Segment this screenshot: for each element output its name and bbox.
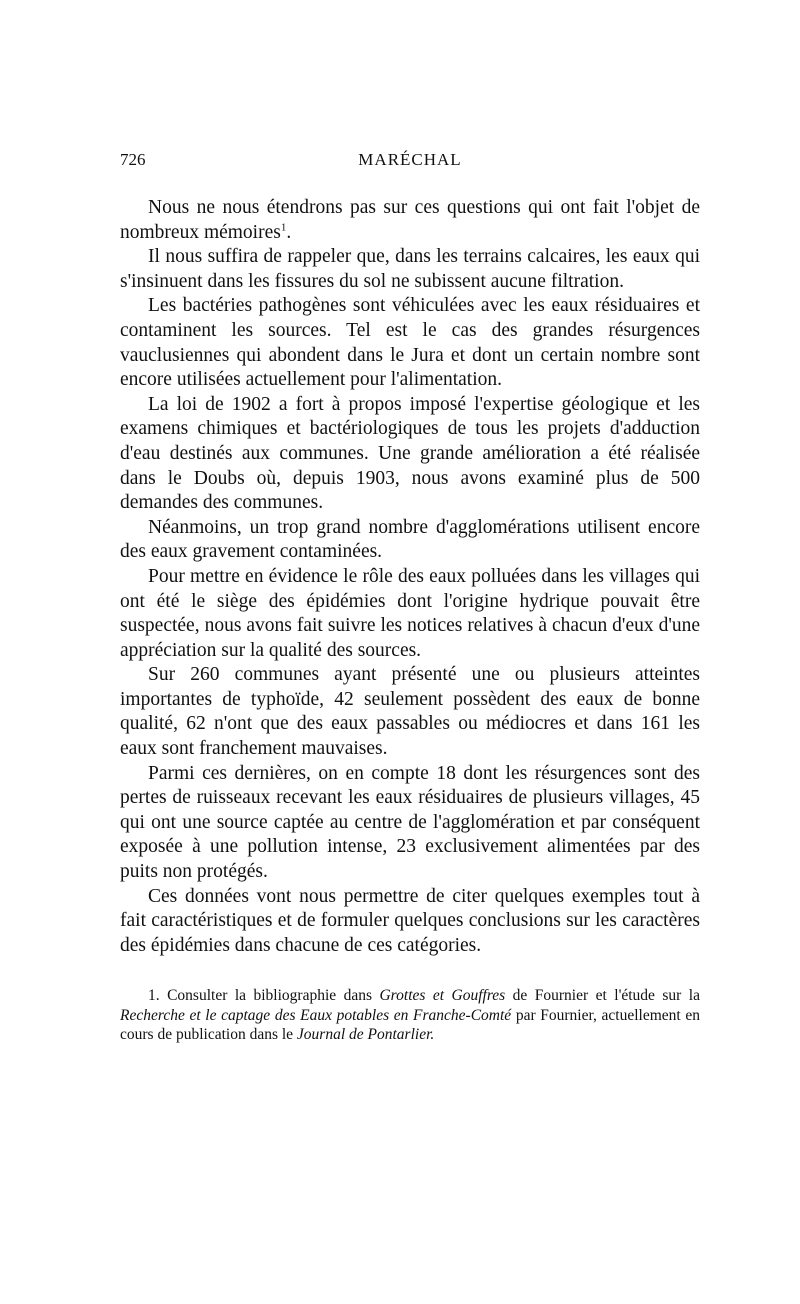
footnote-text: par Fournier, actuellement en cours de publication dans le <box>120 1006 700 1044</box>
paragraph: Ces données vont nous permettre de citer quelques exemples tout à fait caractéristiques et de formuler quelques conclusions sur les caractères des épidémies dans chacune de ces catégories. <box>120 885 700 956</box>
paragraph: Pour mettre en évidence le rôle des eaux polluées dans les villages qui ont été le siège des épidémies dont l'origine hydrique pouvait être suspectée, nous avons fait suivre les notices relatives à chacun d'eux d'une appréciation sur la qualité des sources. <box>120 565 700 661</box>
footnote-marker: 1. <box>148 987 160 1005</box>
paragraph: Les bactéries pathogènes sont véhiculées avec les eaux résiduaires et contaminent les sources. Tel est le cas des grandes résurgences vauclusiennes qui abondent dans le Jura et dont un certain nombre sont encore utilisées actuellement pour l'alimentation. <box>120 295 700 391</box>
footnote-title: Journal de Pontarlier. <box>296 1026 435 1044</box>
footnote <box>120 986 700 1045</box>
footnote-title: Grottes et Gouffres <box>379 987 506 1005</box>
paragraph: Parmi ces dernières, on en compte 18 dont les résurgences sont des pertes de ruisseaux recevant les eaux résiduaires de plusieurs villages, 45 qui ont une source captée au centre de l'agglomération et par conséquent exposée à une pollution intense, 23 exclusivement alimentées par des puits non protégés. <box>120 762 700 883</box>
page-header <box>120 150 700 174</box>
paragraph: Sur 260 communes ayant présenté une ou plusieurs atteintes importantes de typhoïde, 42 seulement possèdent des eaux de bonne qualité, 62 n'ont que des eaux passables ou médiocres et dans 161 les eaux sont franchement mauvaises. <box>120 664 700 760</box>
paragraph: Néanmoins, un trop grand nombre d'agglomérations utilisent encore des eaux gravement contaminées. <box>120 516 700 563</box>
footnote-reference: 1 <box>280 221 287 234</box>
footnote-text: Consulter la bibliographie dans <box>167 987 373 1005</box>
paragraph: Il nous suffira de rappeler que, dans les terrains calcaires, les eaux qui s'insinuent dans les fissures du sol ne subissent aucune filtration. <box>120 246 700 292</box>
paragraph-tail: . <box>286 221 292 243</box>
footnote-title: Recherche et le captage des Eaux potables en Franche-Comté <box>120 1006 512 1024</box>
footnote-text: de Fournier et l'étude sur la <box>512 987 700 1005</box>
page-number: 726 <box>120 150 146 169</box>
paragraph-text: Nous ne nous étendrons pas sur ces questions qui ont fait l'objet de nombreux mémoires <box>120 197 700 243</box>
running-head: MARÉCHAL <box>358 150 462 169</box>
body-text <box>120 196 700 958</box>
page <box>120 150 700 1045</box>
paragraph: La loi de 1902 a fort à propos imposé l'expertise géologique et les examens chimiques et bactériologiques de tous les projets d'adduction d'eau destinés aux communes. Une grande amélioration a été réalisée dans le Doubs où, depuis 1903, nous avons examiné plus de 500 demandes des communes. <box>120 393 700 514</box>
paragraph <box>120 196 700 245</box>
